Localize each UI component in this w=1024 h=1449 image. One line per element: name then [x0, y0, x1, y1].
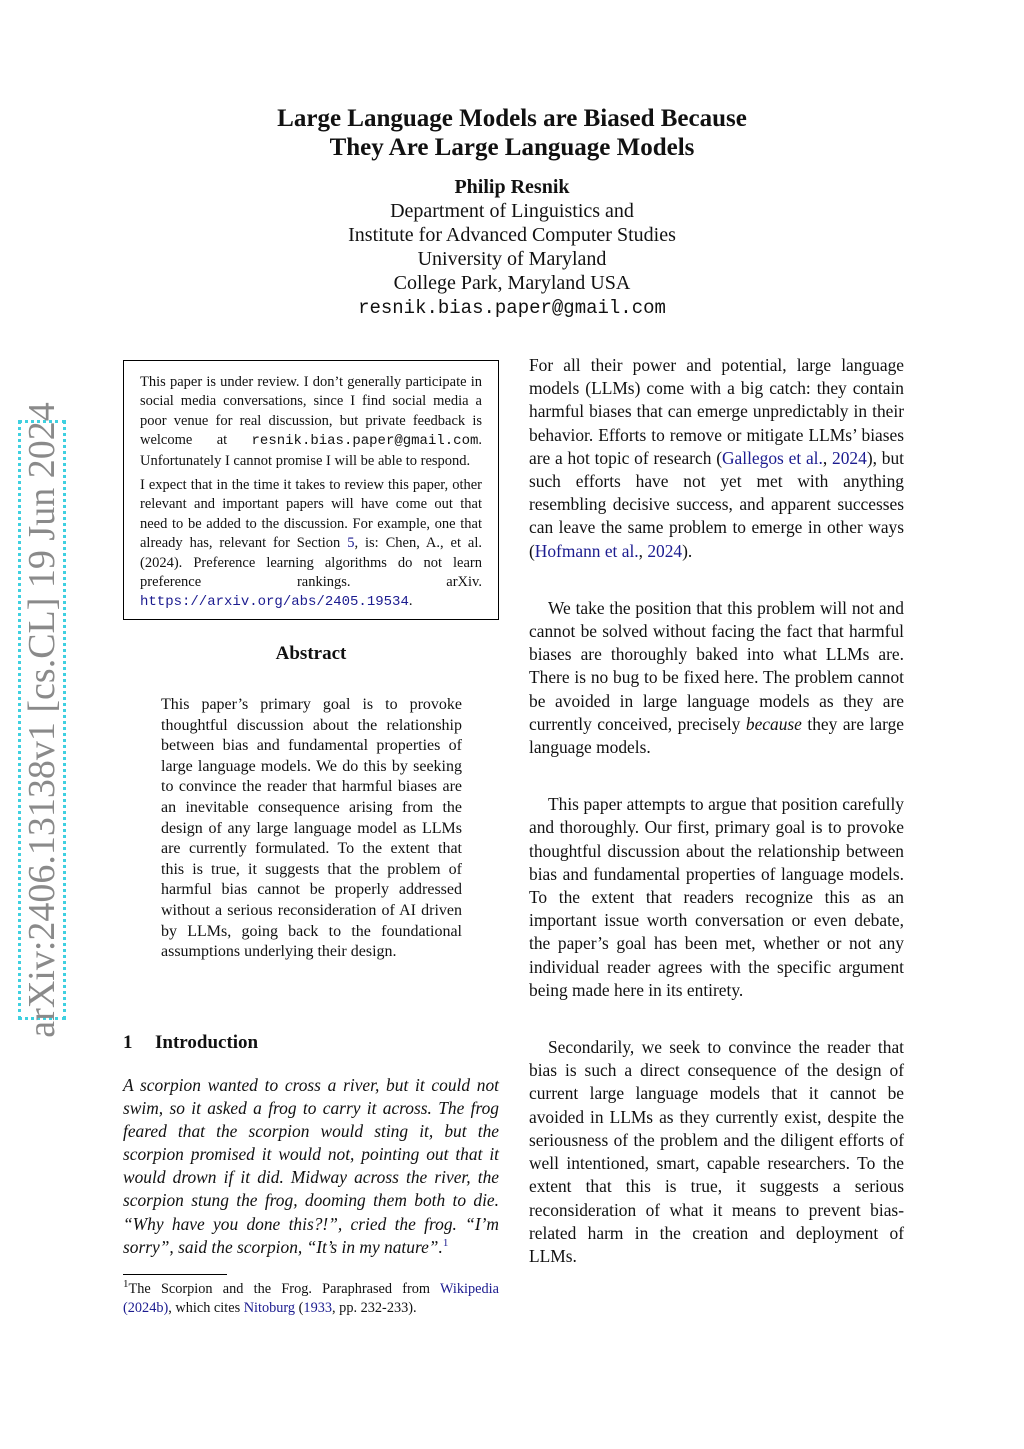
affiliation-line-1: Department of Linguistics and: [390, 200, 634, 222]
arxiv-id: arXiv:2406.13138v1 [cs.CL] 19 Jun 2024: [21, 402, 63, 1038]
body-text: they are large language models.: [529, 713, 904, 758]
footnote-number: 1: [123, 1278, 129, 1291]
footnote-rule: [123, 1274, 227, 1275]
section-heading-introduction: [123, 1032, 258, 1054]
author-name: Philip Resnik: [454, 176, 570, 198]
gallegos-citation-link[interactable]: Gallegos et al.: [721, 447, 823, 468]
gallegos-year-link[interactable]: 2024: [832, 447, 867, 468]
paper-title: [0, 104, 1024, 162]
body-paragraph-4: Secondarily, we seek to convince the reader that bias is such a direct consequence of the design of current large language models that it cannot be avoided in LLMs as they currently exist, despite the seriousness of the problem and the diligent efforts of well intentioned, smart, capable researchers. To the extent that this is true, it suggests a serious reconsideration of what it means to prevent bias-related harm in the creation and deployment of LLMs.: [529, 1037, 904, 1266]
author-email: resnik.bias.paper@gmail.com: [358, 297, 666, 319]
hofmann-year-link[interactable]: 2024: [647, 540, 683, 561]
footnote-text: The Scorpion and the Frog. Paraphrased from: [128, 1281, 441, 1297]
wikipedia-year-link[interactable]: (2024b): [123, 1300, 169, 1316]
review-notice-paragraph-2: [140, 476, 482, 613]
scorpion-story: [123, 1074, 499, 1259]
body-paragraph-3: This paper attempts to argue that position carefully and thoroughly. Our first, primary goal is to provoke thoughtful discussion about the relationship between bias and fundamental properties of language models. To the extent that readers recognize this as an important issue worth conversation or even debate, the paper’s goal has been met, whether or not any individual reader agrees with the specific argument being made here in its entirety.: [529, 794, 904, 1000]
review-text: . Unfortunately I cannot promise I will be able to respond.: [140, 432, 482, 469]
footnote-text: , pp. 232-233).: [332, 1300, 417, 1316]
review-notice-box: [123, 360, 499, 620]
affiliation-line-2: Institute for Advanced Computer Studies: [348, 224, 676, 246]
nitoburg-citation-link[interactable]: Nitoburg: [243, 1300, 296, 1316]
story-text: A scorpion wanted to cross a river, but it could not swim, so it asked a frog to carry it across. The frog feared that the scorpion would sting it, but the scorpion promised it would not, pointing out that it would drown if it did. Midway across the river, the scorpion stung the frog, dooming them both to die. “Why have you done this?!”, cried the frog. “I’m sorry”, said the scorpion, “It’s in my nature”.: [123, 1075, 499, 1257]
section-5-link[interactable]: 5: [347, 535, 355, 552]
body-paragraph-2: [529, 597, 904, 759]
emphasis-because: because: [745, 713, 802, 734]
arxiv-stamp: [18, 402, 66, 1038]
body-text: ).: [682, 540, 693, 561]
affiliation-line-3: University of Maryland: [417, 248, 607, 270]
title-line-2: They Are Large Language Models: [329, 134, 695, 161]
section-number: 1: [123, 1032, 133, 1053]
body-text: ), but such efforts have not yet met with anything resembling decisive success, and apparent successes can leave the same problem to emerge in other ways (: [529, 447, 904, 561]
abstract-body: This paper’s primary goal is to provoke thoughtful discussion about the relationship between bias and fundamental properties of large language models. We do this by seeking to convince the reader that harmful biases are an inevitable consequence arising from the design of any large language model as LLMs are currently formulated. To the extent that this is true, it suggests that the problem of harmful bias cannot be properly addressed without a serious reconsideration of AI driven by LLMs, going back to the foundational assumptions underlying their design.: [161, 696, 462, 961]
review-email: resnik.bias.paper@gmail.com: [251, 433, 479, 450]
nitoburg-year-link[interactable]: 1933: [303, 1300, 333, 1316]
section-title: Introduction: [155, 1032, 259, 1053]
footnote: $^1$The Scorpion and the Frog. Paraphrased from Wikipedia (2024b), which cites Nitoburg (1933, pp. 232-233).: [123, 1278, 499, 1316]
review-text: This paper is under review. I don’t generally participate in social media conversations, since I find social media a poor venue for real discussion, but private feedback is welcome at: [140, 374, 482, 449]
arxiv-url-link[interactable]: https://arxiv.org/abs/2405.19534: [140, 594, 409, 611]
body-text: We take the position that this problem will not and cannot be solved without facing the fact that harmful biases are thoroughly baked into what LLMs are. There is no bug to be fixed here. The problem cannot be avoided in large language models as they are currently conceived, precisely: [529, 597, 904, 734]
right-column: [529, 354, 904, 1268]
footnote-marker[interactable]: 1: [442, 1236, 449, 1249]
review-text: .: [408, 593, 413, 610]
review-notice-paragraph-1: [140, 373, 482, 471]
body-paragraph-1: For all their power and potential, large language models (LLMs) come with a big catch: they contain harmful biases that can emerge unpredictably in their behavior. Efforts to remove or mitigate LLMs’ biases are a hot topic of research (Gallegos et al., 2024), but such efforts have not yet met with anything resembling decisive success, and apparent successes can leave the same problem to emerge in other ways (Hofmann et al., 2024).: [529, 355, 904, 561]
wikipedia-citation-link[interactable]: Wikipedia: [440, 1281, 499, 1297]
review-text: I expect that in the time it takes to review this paper, other relevant and important papers will have come out that need to be added to the discussion. For example, one that already has, relevant for Section: [140, 477, 482, 552]
review-text: , is: Chen, A., et al. (2024). Preference learning algorithms do not learn preference rankings. arXiv.: [140, 535, 482, 591]
footnote-text: , which cites: [168, 1300, 244, 1316]
body-text: For all their power and potential, large language models (LLMs) come with a big catch: they contain harmful biases that can emerge unpredictably in their behavior. Efforts to remove or mitigate LLMs’ biases are a hot topic of research (: [529, 355, 904, 468]
paper-header: [0, 104, 1024, 321]
abstract-heading: Abstract: [275, 643, 347, 664]
title-line-1: Large Language Models are Biased Because: [277, 105, 747, 132]
hofmann-citation-link[interactable]: Hofmann et al.: [534, 540, 639, 561]
affiliation-line-4: College Park, Maryland USA: [393, 272, 631, 294]
